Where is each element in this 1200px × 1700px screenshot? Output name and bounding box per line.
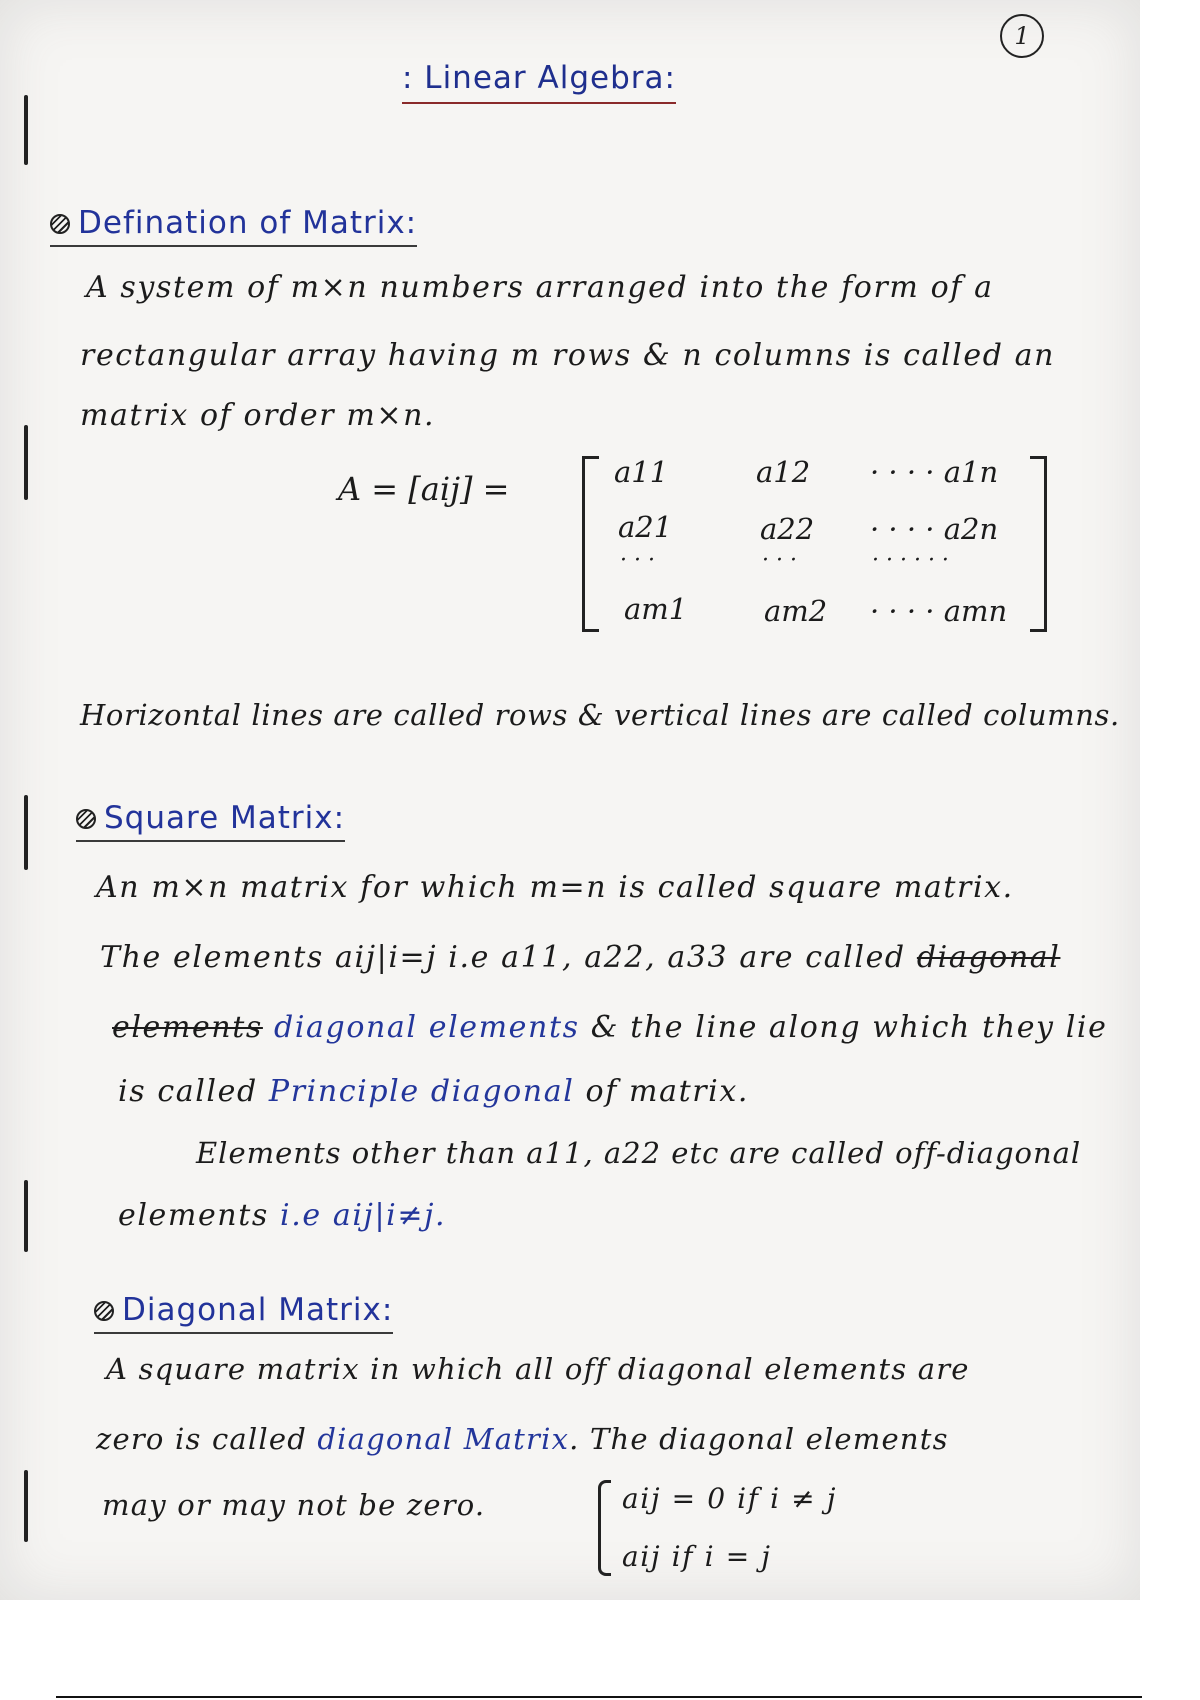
- heading-diagonal-matrix: Diagonal Matrix:: [94, 1292, 393, 1334]
- matrix-cell: a21: [618, 510, 673, 544]
- bullet-icon: [50, 214, 70, 234]
- bullet-icon: [76, 809, 96, 829]
- matrix-cell: am2: [764, 594, 828, 628]
- matrix-cell: · · ·: [620, 548, 655, 573]
- heading-matrix-definition: Defination of Matrix:: [50, 205, 417, 247]
- bullet-icon: [94, 1301, 114, 1321]
- binder-mark: [24, 425, 28, 500]
- text-line: elements i.e aij|i≠j.: [118, 1198, 447, 1233]
- text-line: zero is called diagonal Matrix. The diagonal elements: [96, 1422, 949, 1456]
- matrix-cell: · · · · · ·: [872, 548, 949, 573]
- matrix-cell: · · · · a2n: [870, 512, 999, 546]
- binder-mark: [24, 1180, 28, 1252]
- cases-brace: [598, 1480, 611, 1576]
- text-line: Horizontal lines are called rows & vertical lines are called columns.: [80, 698, 1120, 732]
- matrix-cell: · · · · amn: [870, 594, 1008, 628]
- text-line: may or may not be zero.: [102, 1488, 486, 1522]
- text-line: rectangular array having m rows & n columns is called an: [80, 338, 1056, 373]
- text-line: Elements other than a11, a22 etc are called off-diagonal: [196, 1136, 1082, 1170]
- matrix-cell: · · ·: [762, 548, 797, 573]
- matrix-cell: a12: [756, 455, 811, 489]
- text-line: The elements aij|i=j i.e a11, a22, a33 are called diagonal: [100, 940, 1061, 975]
- matrix-cell: am1: [624, 592, 688, 626]
- text-line: A square matrix in which all off diagonal elements are: [106, 1352, 970, 1386]
- page-title: : Linear Algebra:: [402, 60, 676, 104]
- text-line: A system of m×n numbers arranged into the form of a: [86, 270, 994, 305]
- text-line: elements diagonal elements & the line along which they lie: [112, 1010, 1108, 1045]
- text-line: is called Principle diagonal of matrix.: [118, 1074, 750, 1109]
- matrix-bracket-right: [1030, 456, 1047, 632]
- heading-square-matrix: Square Matrix:: [76, 800, 345, 842]
- text-line: matrix of order m×n.: [80, 398, 436, 433]
- binder-mark: [24, 795, 28, 870]
- case-line: aij if i = j: [622, 1540, 772, 1573]
- binder-mark: [24, 95, 28, 165]
- binder-mark: [24, 1470, 28, 1542]
- matrix-equation-lhs: A = [aij] =: [338, 470, 510, 508]
- footer-rule: [56, 1696, 1142, 1698]
- page-number: 1: [1000, 14, 1044, 58]
- case-line: aij = 0 if i ≠ j: [622, 1482, 838, 1515]
- matrix-bracket-left: [582, 456, 599, 632]
- matrix-cell: a22: [760, 512, 815, 546]
- matrix-cell: · · · · a1n: [870, 455, 999, 489]
- matrix-cell: a11: [614, 455, 669, 489]
- text-line: An m×n matrix for which m=n is called square matrix.: [96, 870, 1014, 905]
